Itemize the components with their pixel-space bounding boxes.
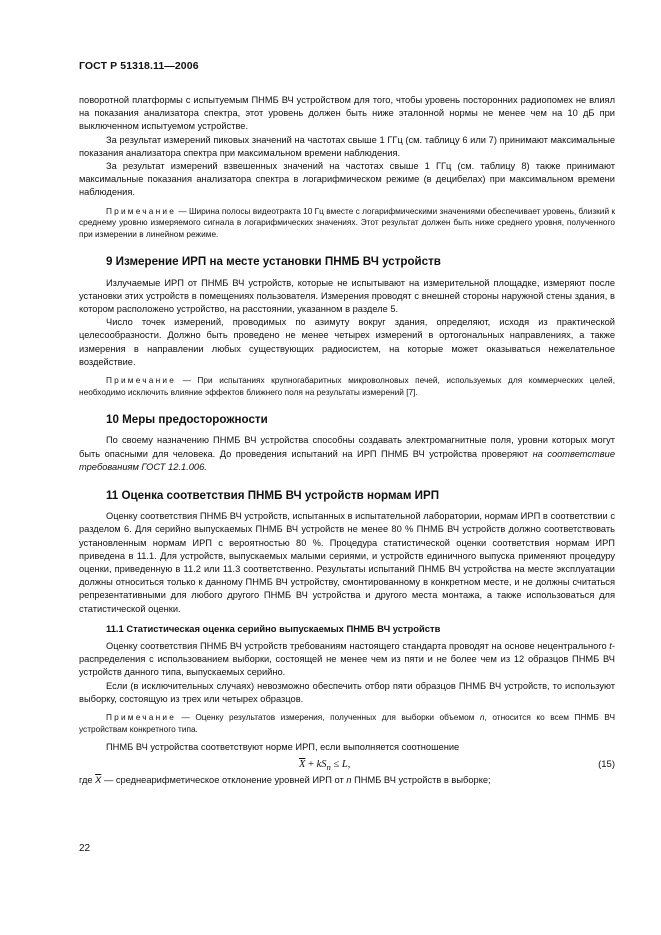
- note-2-text: — При испытаниях крупногабаритных микроволновых печей, используемых для коммерческих целей, необходимо исключить влияние эффектов ближнего поля на результаты измерений [7].: [79, 375, 615, 397]
- subsection-11-1-title: 11.1 Статистическая оценка серийно выпускаемых ПНМБ ВЧ устройств: [106, 622, 441, 634]
- section-10-reference: на соответствие требованиям ГОСТ 12.1.006.: [79, 448, 615, 472]
- paragraph-weighted: За результат измерений взвешенных значений на частотах свыше 1 ГГц (см. таблицу 8) также принимают максимальные показания анализатора спектра в логарифмическом режиме (в децибелах) при максимальном времени наблюдения.: [79, 161, 615, 198]
- section-9-paragraph-1: Излучаемые ИРП от ПНМБ ВЧ устройств, которые не испытывают на измерительной площадке, измеряют после установки этих устройств в помещениях пользователя. Измерения проводят с внешней стороны наружной стены здания, в котором расположено устройство, на расстоянии, указанном в разделе 5.: [79, 277, 615, 315]
- subsection-11-1-paragraph-2: Если (в исключительных случаях) невозможно обеспечить отбор пяти образцов ПНМБ ВЧ устройств, то используют выборку, состоящую из трех или четырех образцов.: [79, 680, 615, 704]
- formula-expression: $\overline{X} + kS_n \le L$,: [299, 759, 351, 773]
- section-9-title: 9 Измерение ИРП на месте установки ПНМБ ВЧ устройств: [106, 255, 441, 269]
- note-3: Примечание — Оценку результатов измерения, полученных для выборки объемом n, относится ко всем ПНМБ ВЧ устройствам конкретного типа.: [79, 712, 615, 734]
- formula-15: [79, 756, 615, 774]
- note-2: [79, 375, 615, 398]
- subsection-11-1-paragraph-1: Оценку соответствия ПНМБ ВЧ устройств требованиям настоящего стандарта проводят на основе нецентрального t-распределения с использованием выборки, состоящей не менее чем из пяти и не более чем из 12 образцов ПНМБ ВЧ устройств данного типа, выпускаемых серийно.: [79, 641, 615, 678]
- formula-explanation: где $\overline{X}$ — среднеарифметическое отклонение уровней ИРП от n ПНМБ ВЧ устройств в выборке;: [79, 775, 491, 786]
- note-1: [79, 206, 615, 241]
- page-number: 22: [79, 843, 91, 854]
- section-11-title: 11 Оценка соответствия ПНМБ ВЧ устройств нормам ИРП: [106, 489, 440, 503]
- section-10-paragraph: [79, 434, 615, 474]
- section-9-paragraph-2: Число точек измерений, проводимых по азимуту вокруг здания, определяют, исходя из практической целесообразности. Должно быть проведено не менее четырех измерений в ортогональных направлениях, а также измерения в направлении любых существующих радиосистем, на которые может оказываться нежелательное воздействие.: [79, 317, 615, 367]
- section-11-paragraph: Оценку соответствия ПНМБ ВЧ устройств, испытанных в испытательной лаборатории, нормам ИРП в соответствии с разделом 6. Для серийно выпускаемых ПНМБ ВЧ устройств не менее 80 % ПНМБ ВЧ устройств должно соответствовать установленным нормам ИРП с вероятностью 80 %. Процедура статистической оценки соответствия нормам ИРП приведена в 11.1. Для устройств, выпускаемых малыми сериями, и устройств единичного выпуска применяют процедуру оценки, приведенную в 11.2 или 11.3 соответственно. Результаты испытаний ПНМБ ВЧ устройства на месте эксплуатации должны относиться только к данному ПНМБ ВЧ устройству, смонтированному в конкретном месте, и не должны считаться репрезентативными для любого другого ПНМБ ВЧ устройства и другого места монтажа, а также использоваться для статистической оценки.: [79, 511, 615, 614]
- note-label: Примечание: [106, 375, 177, 386]
- paragraph-intro: поворотной платформы с испытуемым ПНМБ ВЧ устройством для того, чтобы уровень посторонних радиопомех не влиял на показания анализатора спектра, этот уровень должен быть ниже эталонной нормы не менее чем на 10 дБ при выключенном испытуемом устройстве.: [79, 95, 615, 132]
- note-label: Примечание: [106, 205, 177, 216]
- document-body: [79, 94, 615, 788]
- document-header: ГОСТ Р 51318.11—2006: [79, 60, 199, 72]
- subsection-11-1-paragraph-3: ПНМБ ВЧ устройства соответствуют норме ИРП, если выполняется соотношение: [106, 742, 460, 753]
- note-label: Примечание: [106, 712, 177, 723]
- formula-number: (15): [598, 759, 615, 771]
- paragraph-peak: За результат измерений пиковых значений на частотах свыше 1 ГГц (см. таблицу 6 или 7) принимают максимальные показания анализатора спектра при максимальном времени наблюдения.: [79, 134, 615, 158]
- note-1-text: — Ширина полосы видеотракта 10 Гц вместе с логарифмическими значениями обеспечивает уровень, близкий к среднему уровню измеряемого сигнала в логарифмических значениях. Этот результат должен быть ниже среднего уровня, полученного при измерении в линейном режиме.: [79, 205, 616, 239]
- section-10-title: 10 Меры предосторожности: [106, 413, 268, 427]
- section-10-text: По своему назначению ПНМБ ВЧ устройства способны создавать электромагнитные поля, уровни которых могут быть опасными для человека. До проведения испытаний на ИРП ПНМБ ВЧ устройства проверяют: [79, 435, 615, 459]
